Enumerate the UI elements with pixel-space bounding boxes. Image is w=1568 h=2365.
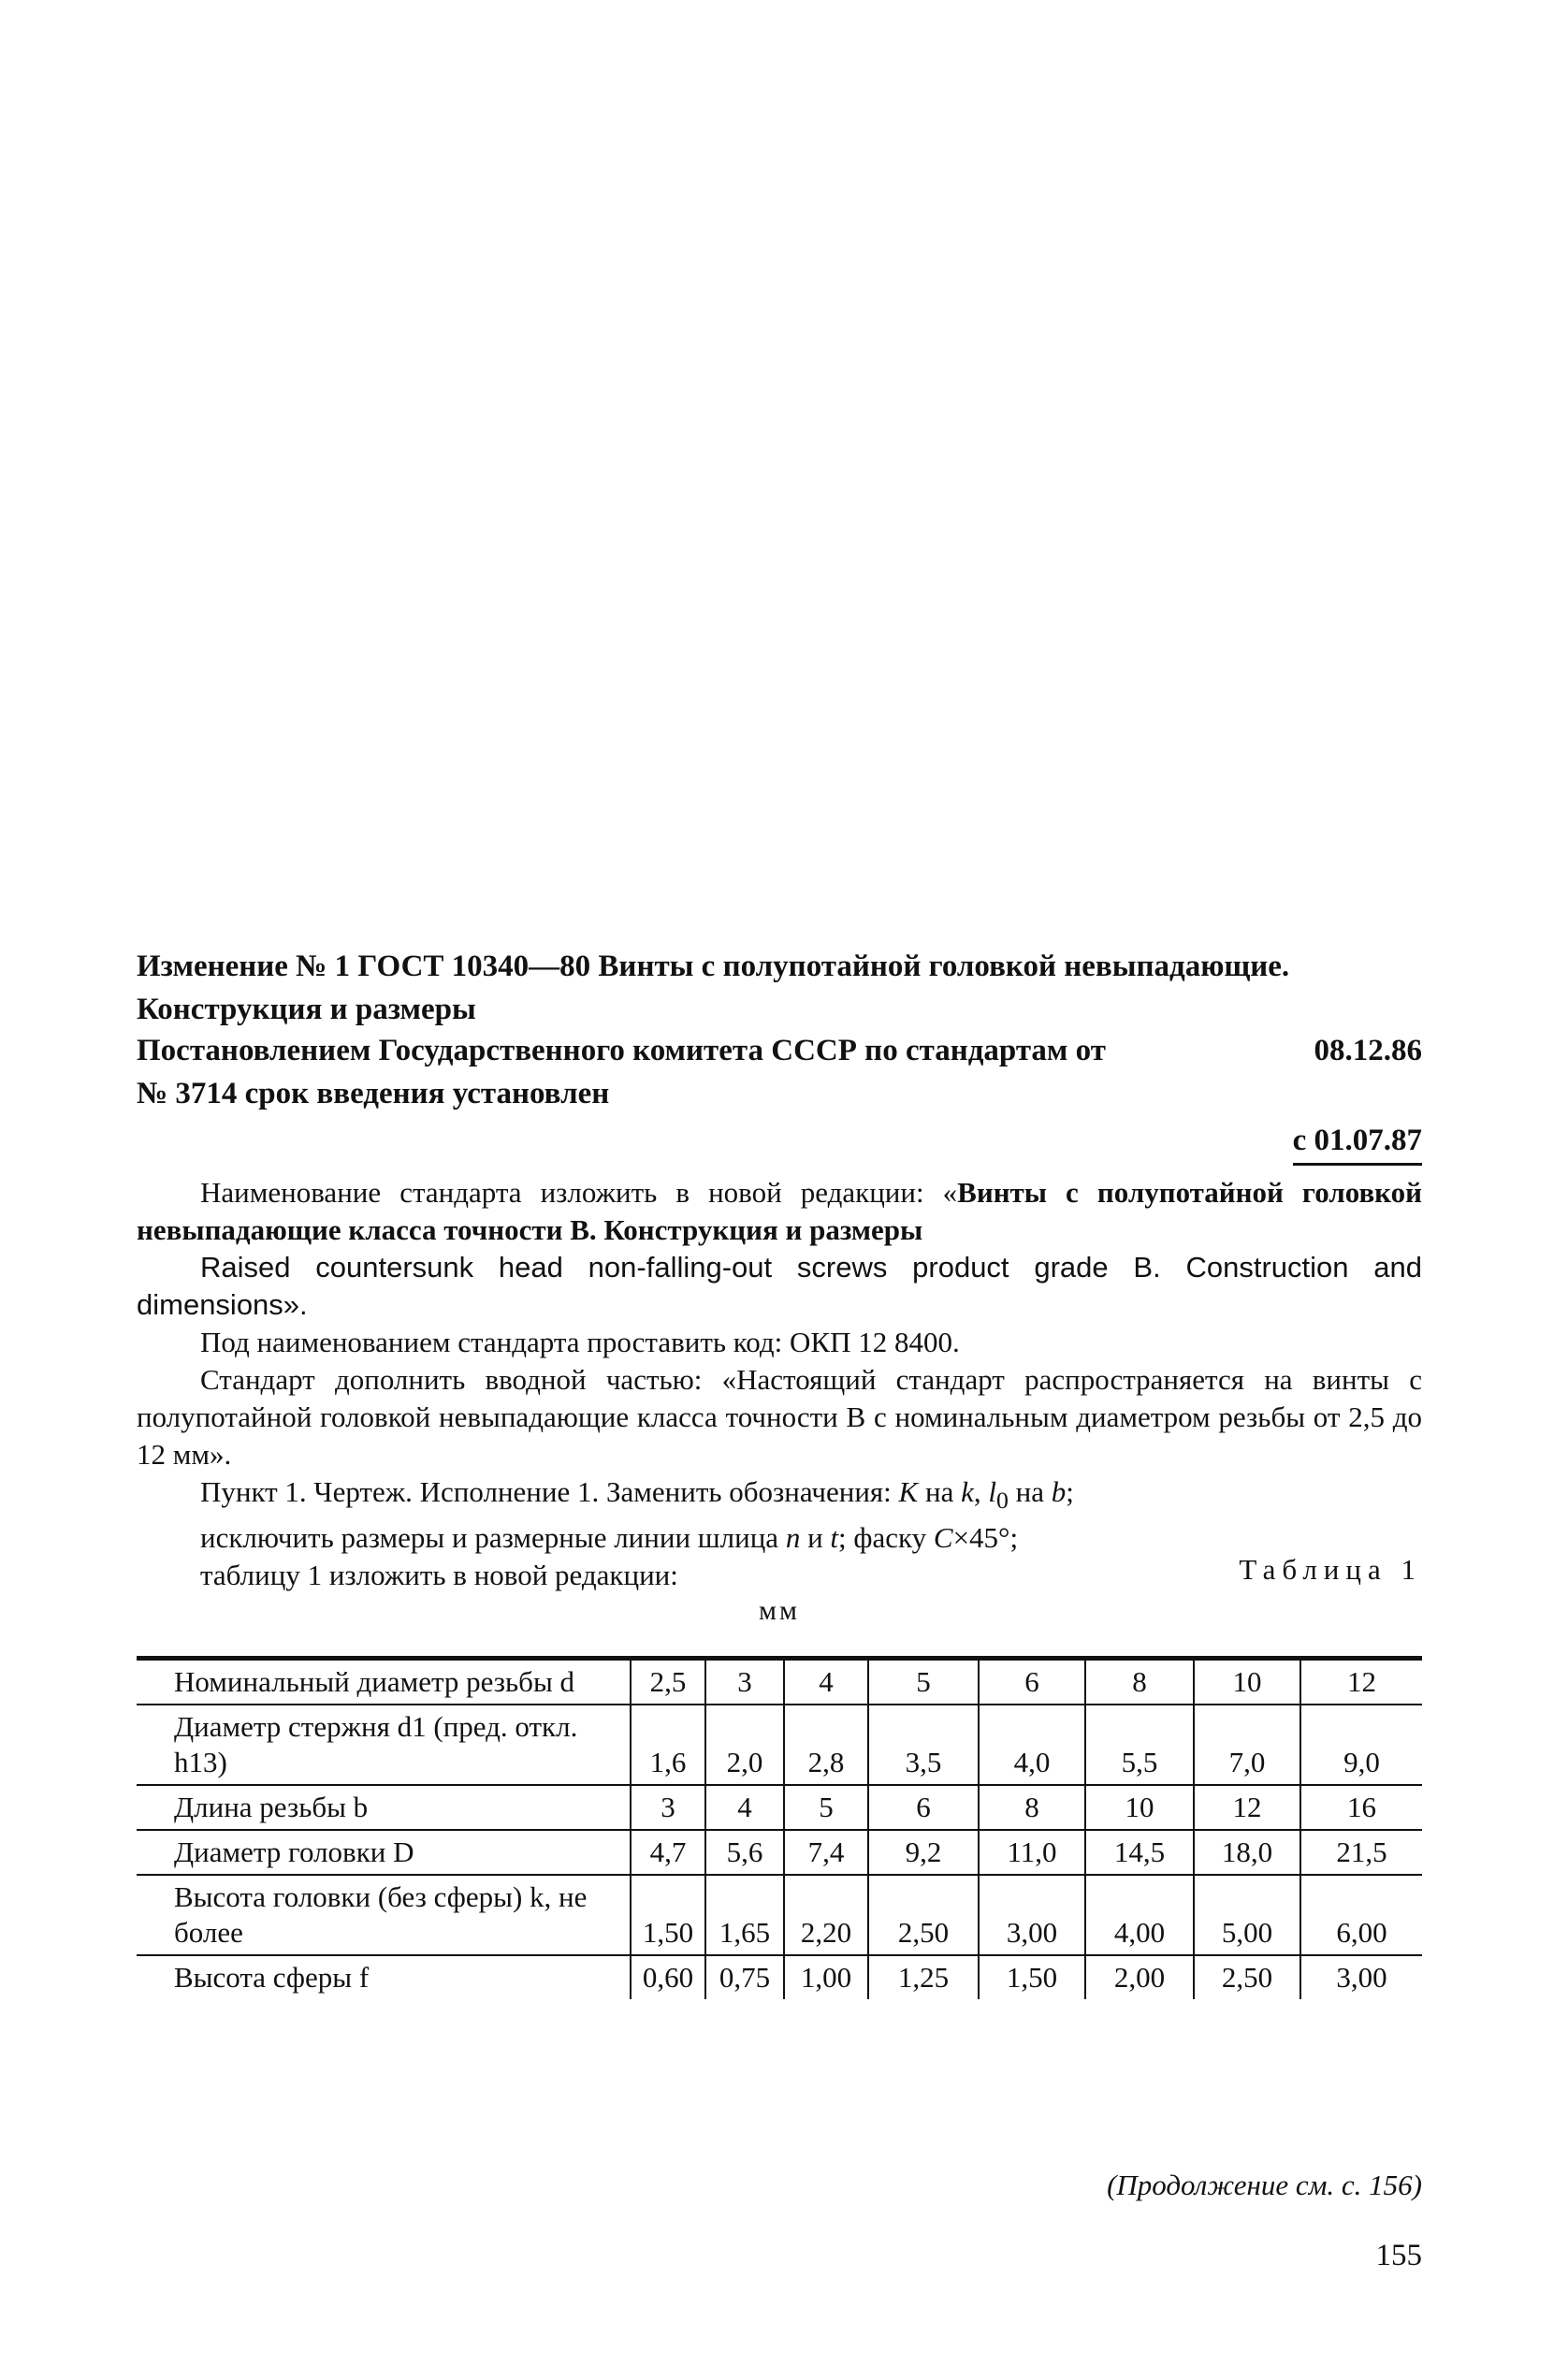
table-cell: 1,50 (979, 1955, 1085, 1999)
table-cell: 2,8 (784, 1705, 868, 1785)
table-cell: 1,6 (631, 1705, 705, 1785)
table-cell: 10 (1085, 1785, 1194, 1830)
table-cell: 21,5 (1300, 1830, 1422, 1875)
paragraph-item-1: Пункт 1. Чертеж. Исполнение 1. Заменить обозначения: K на k, $l_0$ на b; исключить размеры и размерные линии шлица n и t; фаску C×45°; таблицу 1 изложить в новой редакции: (200, 1475, 1074, 1592)
new-title-ru: Винты с полупотайной головкой невыпадающие класса точности B. Конструкция и размеры (137, 1176, 1422, 1246)
row-label: Номинальный диаметр резьбы d (137, 1659, 631, 1705)
table-cell: 7,0 (1194, 1705, 1300, 1785)
table-title: Таблица 1 (1239, 1553, 1422, 1586)
table-cell: 6,00 (1300, 1875, 1422, 1955)
table-cell: 8 (979, 1785, 1085, 1830)
table-cell: 1,00 (784, 1955, 868, 1999)
table-cell: 5 (868, 1659, 979, 1705)
table-cell: 12 (1300, 1659, 1422, 1705)
table-row (137, 1875, 1422, 1955)
row-label: Диаметр головки D (137, 1830, 631, 1875)
heading-line-2: Конструкция и размеры (137, 993, 476, 1026)
table-cell: 14,5 (1085, 1830, 1194, 1875)
amendment-body (137, 1174, 1422, 1594)
table-cell: 5 (784, 1785, 868, 1830)
decree-date: 08.12.86 (1314, 1034, 1422, 1067)
table-cell: 2,50 (1194, 1955, 1300, 1999)
row-label: Длина резьбы b (137, 1785, 631, 1830)
table-cell: 2,0 (705, 1705, 784, 1785)
table-cell: 4 (784, 1659, 868, 1705)
decree-line-1 (137, 1029, 1422, 1072)
page-number: 155 (1375, 2239, 1422, 2272)
table-row (137, 1659, 1422, 1705)
decree-line-2: № 3714 срок введения установлен (137, 1077, 610, 1110)
heading-line-1: Изменение № 1 ГОСТ 10340—80 Винты с полупотайной головкой невыпадающие. (137, 950, 1290, 983)
table-cell: 3 (631, 1785, 705, 1830)
table-cell: 0,75 (705, 1955, 784, 1999)
table-cell: 4 (705, 1785, 784, 1830)
dimensions-table (137, 1656, 1422, 1999)
table-cell: 16 (1300, 1785, 1422, 1830)
table-cell: 6 (868, 1785, 979, 1830)
table-cell: 18,0 (1194, 1830, 1300, 1875)
table-row (137, 1705, 1422, 1785)
table-cell: 3 (705, 1659, 784, 1705)
table-units: мм (759, 1595, 800, 1626)
table-cell: 12 (1194, 1785, 1300, 1830)
table-cell: 4,7 (631, 1830, 705, 1875)
row-label: Диаметр стержня d1 (пред. откл. h13) (137, 1705, 631, 1785)
table-cell: 4,00 (1085, 1875, 1194, 1955)
table-row (137, 1830, 1422, 1875)
table-cell: 1,50 (631, 1875, 705, 1955)
decree-text: Постановлением Государственного комитета СССР по стандартам от (137, 1034, 1106, 1067)
table-row (137, 1785, 1422, 1830)
table-cell: 4,0 (979, 1705, 1085, 1785)
table-cell: 5,5 (1085, 1705, 1194, 1785)
paragraph-intro: Стандарт дополнить вводной частью: «Настоящий стандарт распространяется на винты с полупотайной головкой невыпадающие класса точности В с номинальным диаметром резьбы от 2,5 до 12 мм». (137, 1363, 1422, 1471)
table-cell: 3,5 (868, 1705, 979, 1785)
table-cell: 8 (1085, 1659, 1194, 1705)
document-page (137, 0, 1422, 2365)
table-cell: 0,60 (631, 1955, 705, 1999)
table-cell: 6 (979, 1659, 1085, 1705)
table-cell: 3,00 (1300, 1955, 1422, 1999)
paragraph-title-en: Raised countersunk head non-falling-out screws product grade B. Construction and dimensions». (137, 1251, 1422, 1321)
table-cell: 9,2 (868, 1830, 979, 1875)
table-cell: 1,25 (868, 1955, 979, 1999)
table-cell: 2,20 (784, 1875, 868, 1955)
table-cell: 2,5 (631, 1659, 705, 1705)
paragraph-okp-code: Под наименованием стандарта проставить код: ОКП 12 8400. (200, 1326, 960, 1358)
table-cell: 10 (1194, 1659, 1300, 1705)
effective-date-row (137, 1119, 1422, 1162)
table-cell: 5,00 (1194, 1875, 1300, 1955)
table-cell: 9,0 (1300, 1705, 1422, 1785)
table-cell: 5,6 (705, 1830, 784, 1875)
continuation-note: (Продолжение см. с. 156) (1107, 2169, 1422, 2201)
row-label: Высота головки (без сферы) k, не более (137, 1875, 631, 1955)
table-cell: 7,4 (784, 1830, 868, 1875)
decree-block (137, 1029, 1422, 1162)
paragraph-title-change: Наименование стандарта изложить в новой редакции: «Винты с полупотайной головкой невыпадающие класса точности B. Конструкция и размеры (137, 1176, 1422, 1246)
table-cell: 2,00 (1085, 1955, 1194, 1999)
row-label: Высота сферы f (174, 1961, 370, 1994)
table-cell: 3,00 (979, 1875, 1085, 1955)
table-cell: 2,50 (868, 1875, 979, 1955)
table-cell: 11,0 (979, 1830, 1085, 1875)
table-body (137, 1659, 1422, 2000)
amendment-heading (137, 945, 1422, 1031)
table-row (137, 1955, 1422, 1999)
effective-date: с 01.07.87 (1293, 1124, 1422, 1166)
table-cell: 1,65 (705, 1875, 784, 1955)
